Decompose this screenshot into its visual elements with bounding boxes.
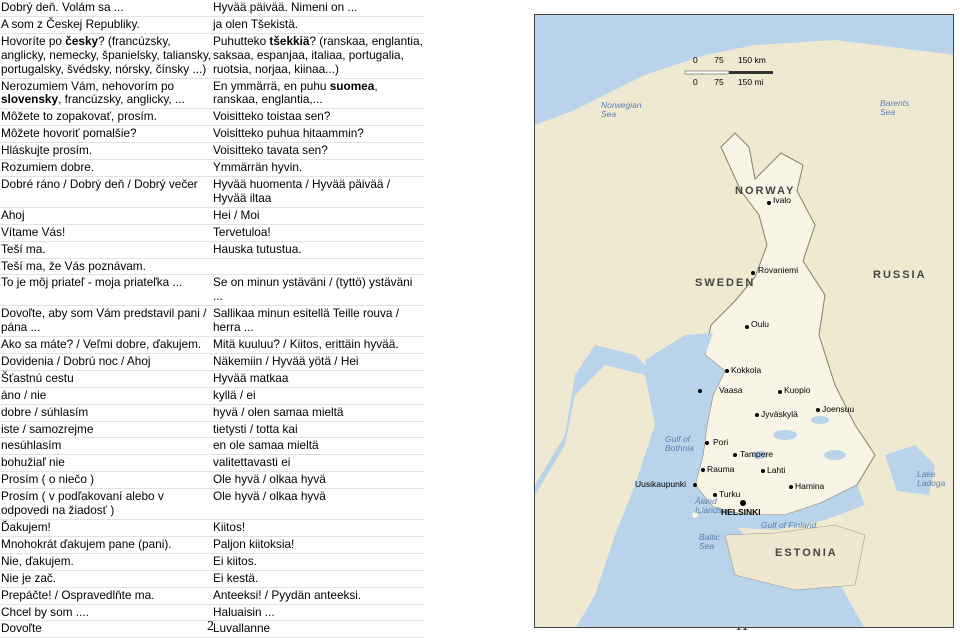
phrase-slovak: Dovidenia / Dobrú noc / Ahoj <box>1 353 151 368</box>
phrase-row <box>0 388 424 405</box>
phrase-slovak: Hovoríte po česky? (francúzsky, anglicky, nemecky, španielsky, taliansky, portugalsky, švédsky, nórsky, čínsky ...) <box>1 33 212 76</box>
city-oulu: Oulu <box>751 319 769 329</box>
phrase-finnish <box>213 260 424 274</box>
sea-norwegian: Norwegian Sea <box>601 100 642 119</box>
phrase-finnish: Hyvää huomenta / Hyvää päivää / Hyvää iltaa <box>213 176 391 205</box>
sea-baltic: Baltic Sea <box>699 532 720 551</box>
phrase-row <box>0 275 424 306</box>
phrase-finnish: Paljon kiitoksia! <box>213 536 295 551</box>
phrase-slovak: Šťastnú cestu <box>1 370 74 385</box>
phrase-slovak: Nie je zač. <box>1 570 57 585</box>
phrase-slovak: Ahoj <box>1 207 25 222</box>
phrase-finnish: Voisitteko puhua hitaammin? <box>213 126 364 141</box>
city-jyvaskyla: Jyväskylä <box>761 409 798 419</box>
phrase-slovak: Teší ma. <box>1 241 46 256</box>
phrase-slovak: Ako sa máte? / Veľmi dobre, ďakujem. <box>1 337 202 352</box>
city-joensuu: Joensuu <box>822 404 855 414</box>
phrase-row <box>0 0 424 17</box>
phrase-finnish: Hei / Moi <box>213 207 260 222</box>
city-kokkola: Kokkola <box>731 365 762 375</box>
phrasebook-table <box>0 0 424 638</box>
phrase-finnish: Voisitteko tavata sen? <box>213 143 328 158</box>
city-vaasa: Vaasa <box>719 385 743 395</box>
phrase-row <box>0 126 424 143</box>
phrase-slovak: Nerozumiem Vám, nehovorím po slovensky, francúzsky, anglicky, ... <box>1 78 185 107</box>
phrase-slovak: A som z Českej Republiky. <box>1 16 140 31</box>
aland-islands: Åland Islands <box>695 496 722 515</box>
phrase-row <box>0 588 424 605</box>
phrase-finnish: kyllä / ei <box>213 387 256 402</box>
country-estonia: ESTONIA <box>775 547 838 559</box>
phrase-finnish: Ole hyvä / olkaa hyvä <box>213 472 326 487</box>
phrase-finnish: Ei kestä. <box>213 570 259 585</box>
phrase-row <box>0 455 424 472</box>
city-kuopio: Kuopio <box>784 385 811 395</box>
city-rovaniemi: Rovaniemi <box>758 265 799 275</box>
phrase-finnish: Tervetuloa! <box>213 224 271 239</box>
phrase-finnish: En ymmärrä, en puhu suomea, ranskaa, englantia,... <box>213 78 378 107</box>
phrase-row <box>0 306 424 337</box>
phrase-row <box>0 489 424 520</box>
country-norway: NORWAY <box>735 185 796 197</box>
page-number-left: 2 <box>207 619 214 634</box>
phrase-row <box>0 337 424 354</box>
phrase-slovak: dobre / súhlasím <box>1 404 89 419</box>
phrase-row <box>0 79 424 110</box>
phrase-finnish: Kiitos! <box>213 520 246 534</box>
phrase-row <box>0 438 424 455</box>
city-rauma: Rauma <box>707 464 735 474</box>
phrase-finnish: Ymmärrän hyvin. <box>213 160 303 175</box>
phrase-slovak: Rozumiem dobre. <box>1 160 95 175</box>
phrase-row <box>0 109 424 126</box>
phrase-finnish: ja olen Tšekistä. <box>213 16 299 31</box>
sea-barents: Barents Sea <box>880 98 910 117</box>
phrase-finnish: Luvallanne <box>213 621 271 636</box>
gulf-finland: Gulf of Finland <box>761 520 817 530</box>
city-lahti: Lahti <box>767 465 786 475</box>
phrase-finnish: Ei kiitos. <box>213 553 257 568</box>
country-russia: RUSSIA <box>873 269 927 281</box>
country-sweden: SWEDEN <box>695 277 756 289</box>
phrase-finnish: Ole hyvä / olkaa hyvä <box>213 489 326 504</box>
phrase-row <box>0 34 424 79</box>
phrase-finnish: Haluaisin ... <box>213 604 275 619</box>
phrase-slovak: iste / samozrejme <box>1 421 94 436</box>
phrase-slovak: Dovoľte <box>1 621 42 636</box>
phrase-slovak: Vítame Vás! <box>1 224 66 239</box>
phrase-finnish: en ole samaa mieltä <box>213 438 319 453</box>
phrase-finnish: Hyvää päivää. Nimeni on ... <box>213 0 358 14</box>
phrase-slovak: Ďakujem! <box>1 520 51 534</box>
phrase-row <box>0 225 424 242</box>
phrase-slovak: Nie, ďakujem. <box>1 553 74 568</box>
phrase-slovak: bohužiaľ nie <box>1 455 65 470</box>
phrase-slovak: Teší ma, že Vás poznávam. <box>1 258 146 273</box>
phrase-slovak: To je môj priateľ - moja priateľka ... <box>1 275 183 290</box>
phrase-row <box>0 422 424 439</box>
phrase-row <box>0 405 424 422</box>
phrase-finnish: Se on minun ystäväni / (tyttö) ystäväni ... <box>213 275 413 304</box>
phrase-row <box>0 520 424 537</box>
sea-bothnia: Gulf of Bothnia <box>665 434 694 453</box>
phrase-row <box>0 354 424 371</box>
phrase-slovak: Chcel by som .... <box>1 604 89 619</box>
phrase-row <box>0 143 424 160</box>
city-uusikaupunki: Uusikaupunki <box>635 479 687 489</box>
phrase-row <box>0 571 424 588</box>
phrase-row <box>0 177 424 208</box>
phrase-slovak: áno / nie <box>1 387 47 402</box>
phrase-slovak: Prosím ( v podľakovaní alebo v odpovedi na žiadosť ) <box>1 489 164 518</box>
phrase-slovak: Môžete to zopakovať, prosím. <box>1 109 157 124</box>
city-pori: Pori <box>713 437 729 447</box>
phrase-finnish: Voisitteko toistaa sen? <box>213 109 331 124</box>
phrase-slovak: Prosím ( o niečo ) <box>1 472 95 487</box>
phrase-slovak: nesúhlasím <box>1 438 62 453</box>
phrase-finnish: Mitä kuuluu? / Kiitos, erittäin hyvää. <box>213 337 399 352</box>
phrase-finnish: Näkemiin / Hyvää yötä / Hei <box>213 353 359 368</box>
phrase-slovak: Môžete hovoriť pomalšie? <box>1 126 137 141</box>
phrase-finnish: Hauska tutustua. <box>213 241 302 256</box>
phrase-finnish: tietysti / totta kai <box>213 421 298 436</box>
phrase-row <box>0 160 424 177</box>
lake-ladoga: Lake Ladoga <box>917 469 946 488</box>
city-turku: Turku <box>719 489 741 499</box>
phrase-row <box>0 554 424 571</box>
phrase-row <box>0 259 424 276</box>
map-scale-mi: 0 75 150 mi <box>693 77 764 87</box>
city-hamina: Hamina <box>795 481 825 491</box>
phrase-finnish: Puhutteko tšekkiä? (ranskaa, englantia, saksaa, espanjaa, italiaa, portugalia, ruotsia, norjaa, kiinaa...) <box>213 33 423 76</box>
phrase-finnish: Anteeksi! / Pyydän anteeksi. <box>213 587 362 602</box>
phrase-row <box>0 17 424 34</box>
phrase-row <box>0 537 424 554</box>
finland-map <box>534 14 954 628</box>
phrase-row <box>0 472 424 489</box>
city-ivalo: Ivalo <box>773 195 791 205</box>
phrase-row <box>0 242 424 259</box>
map-scale-km: 0 75 150 km <box>693 55 766 65</box>
phrase-slovak: Dobré ráno / Dobrý deň / Dobrý večer <box>1 176 198 191</box>
phrase-finnish: Sallikaa minun esitellä Teille rouva / herra ... <box>213 306 400 335</box>
phrase-slovak: Prepáčte! / Ospravedlňte ma. <box>1 587 155 602</box>
phrase-finnish: hyvä / olen samaa mieltä <box>213 404 344 419</box>
phrase-finnish: Hyvää matkaa <box>213 370 289 385</box>
phrase-finnish: valitettavasti ei <box>213 455 291 470</box>
city-tampere: Tampere <box>740 449 774 459</box>
phrase-row <box>0 208 424 225</box>
phrase-slovak: Mnohokrát ďakujem pane (pani). <box>1 536 172 551</box>
phrase-slovak: Dobrý deň. Volám sa ... <box>1 0 124 14</box>
city-helsinki: HELSINKI <box>721 507 761 517</box>
phrase-slovak: Dovoľte, aby som Vám predstavil pani / pána ... <box>1 306 207 335</box>
phrase-row <box>0 371 424 388</box>
phrase-slovak: Hláskujte prosím. <box>1 143 93 158</box>
